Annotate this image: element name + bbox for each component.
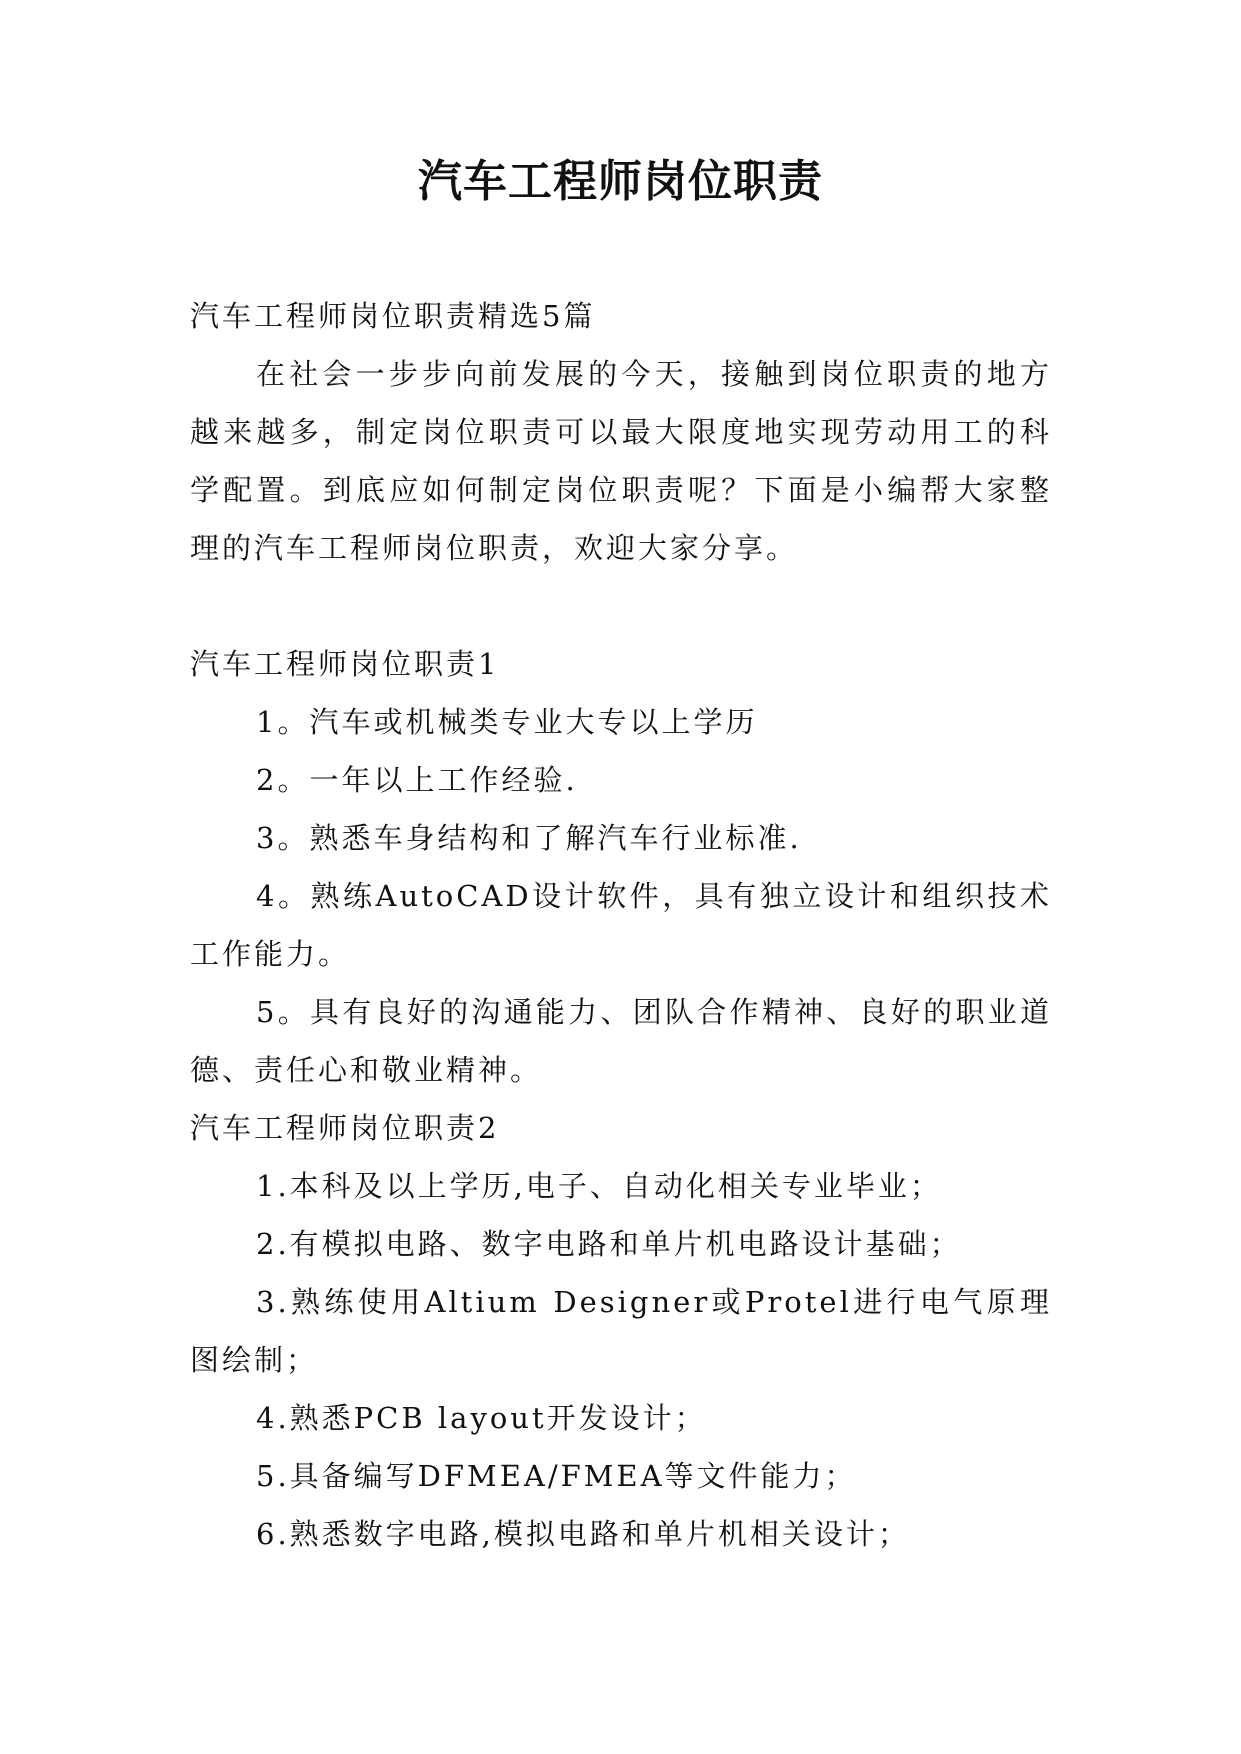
subtitle: 汽车工程师岗位职责精选5篇 bbox=[190, 299, 596, 333]
intro-paragraph: 在社会一步步向前发展的今天，接触到岗位职责的地方越来越多，制定岗位职责可以最大限度地实现劳动用工的科学配置。到底应如何制定岗位职责呢？下面是小编帮大家整理的汽车工程师岗位职责，欢迎大家分享。 bbox=[190, 357, 1052, 565]
list-item: 1.本科及以上学历,电子、自动化相关专业毕业； bbox=[256, 1169, 942, 1203]
list-item: 3.熟练使用Altium Designer或Protel进行电气原理图绘制； bbox=[190, 1285, 1052, 1377]
section-heading: 汽车工程师岗位职责2 bbox=[190, 1111, 500, 1145]
list-item: 2。一年以上工作经验. bbox=[256, 763, 578, 797]
list-item: 5。具有良好的沟通能力、团队合作精神、良好的职业道德、责任心和敬业精神。 bbox=[190, 995, 1052, 1087]
section-heading: 汽车工程师岗位职责1 bbox=[190, 647, 500, 681]
list-item: 6.熟悉数字电路,模拟电路和单片机相关设计； bbox=[256, 1517, 910, 1551]
list-item: 2.有模拟电路、数字电路和单片机电路设计基础； bbox=[256, 1227, 962, 1261]
document-body bbox=[190, 287, 1052, 1563]
document-title: 汽车工程师岗位职责 bbox=[418, 156, 823, 207]
list-item: 3。熟悉车身结构和了解汽车行业标准. bbox=[256, 821, 802, 855]
list-item: 5.具备编写DFMEA/FMEA等文件能力； bbox=[256, 1459, 857, 1493]
list-item: 4.熟悉PCB layout开发设计； bbox=[256, 1401, 707, 1435]
list-item: 4。熟练AutoCAD设计软件，具有独立设计和组织技术工作能力。 bbox=[190, 879, 1052, 971]
list-item: 1。汽车或机械类专业大专以上学历 bbox=[256, 705, 758, 739]
spacer bbox=[190, 577, 1052, 635]
